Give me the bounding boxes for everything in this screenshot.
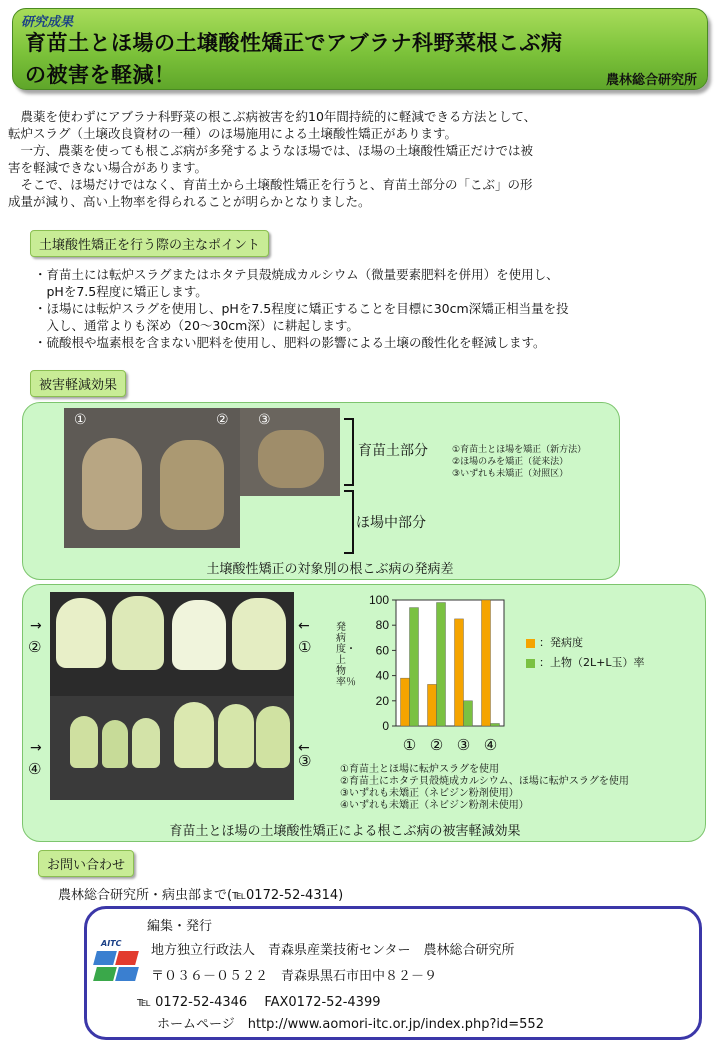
bar-disease	[401, 678, 410, 726]
y-tick-label: 40	[375, 668, 389, 683]
chart-legend	[526, 634, 644, 670]
legend-item-disease	[526, 634, 644, 650]
photo-mark: ③	[258, 412, 271, 428]
section-heading-points: 土壌酸性矯正を行う際の主なポイント	[30, 230, 269, 257]
panel1-caption: 土壌酸性矯正の対象別の根こぶ病の発病差	[206, 562, 454, 577]
legend-swatch	[526, 639, 535, 648]
organization-name: 農林総合研究所	[605, 73, 697, 88]
publisher-org: 地方独立行政法人 青森県産業技術センター 農林総合研究所	[151, 943, 515, 958]
cabbage-shape	[174, 702, 214, 768]
logo-block-green	[93, 967, 117, 981]
y-tick-label: 60	[375, 643, 389, 658]
bar-marketable	[437, 603, 446, 726]
cabbage-shape	[218, 704, 254, 768]
publisher-box	[84, 906, 702, 1040]
legend-item-marketable	[526, 654, 644, 670]
cabbage-photo	[50, 592, 294, 800]
publisher-tel-fax: ℡ 0172-52-4346 FAX0172-52-4399	[137, 995, 381, 1010]
section-heading-effect: 被害軽減効果	[30, 370, 126, 397]
photo-mark: ②	[216, 412, 229, 428]
root-shape	[160, 440, 224, 530]
photo-mark: ②	[28, 638, 42, 656]
page-title-line-1: 育苗土とほ場の土壌酸性矯正でアブラナ科野菜根こぶ病	[25, 31, 563, 55]
bracket-seedling	[344, 418, 354, 486]
bar-disease	[482, 600, 491, 726]
section-heading-contact: お問い合わせ	[38, 850, 134, 877]
photo-mark: ①	[298, 638, 312, 656]
legend-line: ③いずれも未矯正（対照区）	[452, 469, 569, 479]
bar-chart	[330, 588, 520, 760]
chart-ylabel: 発病度・上物率％	[336, 622, 356, 688]
photo-mark: ①	[74, 412, 87, 428]
aitc-logo	[91, 939, 141, 985]
intro-line: 一方、農薬を使っても根こぶ病が多発するようなほ場では、ほ場の土壌酸性矯正だけでは被	[8, 143, 534, 158]
photo-mark: ③	[298, 752, 312, 770]
bar-disease	[455, 619, 464, 726]
banner-label: 研究成果	[21, 15, 74, 30]
bracket-field	[344, 490, 354, 554]
note-line: ②育苗土にホタテ貝殻焼成カルシウム、ほ場に転炉スラグを使用	[340, 776, 629, 787]
cabbage-shape	[70, 716, 98, 768]
panel1-legend	[452, 444, 586, 480]
cabbage-shape	[102, 720, 128, 768]
cabbage-shape	[232, 598, 286, 670]
root-photo-3	[240, 408, 340, 496]
arrow-mark: →	[30, 740, 42, 756]
logo-block-blue	[115, 967, 139, 981]
title-banner	[12, 8, 708, 90]
intro-line: 成量が減り、高い上物率を得られることが明らかとなりました。	[8, 194, 371, 209]
x-tick-label: ③	[456, 736, 471, 754]
arrow-mark: →	[30, 618, 42, 634]
intro-line: 農薬を使わずにアブラナ科野菜の根こぶ病被害を約10年間持続的に軽減できる方法として、	[8, 109, 537, 124]
bar-marketable	[491, 723, 500, 726]
y-tick-label: 0	[382, 719, 389, 733]
legend-label: ：上物（2L+L玉）率	[539, 656, 645, 669]
points-line: ・育苗土には転炉スラグまたはホタテ貝殻焼成カルシウム（微量要素肥料を併用）を使用し、	[34, 267, 559, 282]
panel2-caption: 育苗土とほ場の土壌酸性矯正による根こぶ病の被害軽減効果	[169, 824, 521, 839]
label-seedling-part: 育苗土部分	[358, 443, 428, 459]
points-line: ・ほ場には転炉スラグを使用し、pHを7.5程度に矯正することを目標に30cm深矯正相当量を投	[34, 301, 569, 316]
cabbage-shape	[112, 596, 164, 670]
intro-line: 害を軽減できない場合があります。	[8, 160, 208, 175]
points-line: 入し、通常よりも深め（20～30cm深）に耕起します。	[34, 318, 359, 333]
note-line: ①育苗土とほ場に転炉スラグを使用	[340, 764, 499, 775]
logo-block-blue	[93, 951, 117, 965]
y-tick-label: 20	[375, 693, 389, 708]
legend-swatch	[526, 659, 535, 668]
publisher-address: 〒０３６－０５２２ 青森県黒石市田中８２－９	[151, 969, 438, 984]
publisher-heading: 編集・発行	[147, 919, 213, 934]
legend-line: ①育苗土とほ場を矯正（新方法）	[452, 445, 587, 455]
root-photo-1-2	[64, 408, 240, 548]
arrow-mark: ←	[298, 618, 310, 634]
legend-line: ②ほ場のみを矯正（従来法）	[452, 457, 569, 467]
logo-text: AITC	[101, 939, 122, 948]
x-tick-label: ②	[429, 736, 444, 754]
publisher-homepage[interactable]: ホームページ http://www.aomori-itc.or.jp/index.php?id=552	[157, 1017, 544, 1032]
page-title-line-2: の被害を軽減！	[25, 63, 176, 87]
points-list	[34, 266, 714, 351]
root-shape	[82, 438, 142, 530]
intro-line: 転炉スラグ（土壌改良資材の一種）のほ場施用による土壌酸性矯正があります。	[8, 126, 458, 141]
bar-disease	[428, 684, 437, 726]
note-line: ④いずれも未矯正（ネビジン粉剤未使用）	[340, 800, 529, 811]
y-tick-label: 80	[375, 618, 389, 633]
intro-paragraph	[8, 108, 712, 210]
cabbage-shape	[256, 706, 290, 768]
x-tick-label: ④	[483, 736, 498, 754]
cabbage-shape	[56, 598, 106, 668]
legend-label: ：発病度	[539, 636, 583, 649]
bar-marketable	[464, 701, 473, 726]
panel2-notes	[340, 764, 629, 812]
label-field-part: ほ場中部分	[356, 515, 426, 531]
root-shape	[258, 430, 324, 488]
intro-line: そこで、ほ場だけではなく、育苗土から土壌酸性矯正を行うと、育苗土部分の「こぶ」の形	[8, 177, 533, 192]
arrow-mark: ←	[298, 740, 310, 756]
x-tick-label: ①	[402, 736, 417, 754]
cabbage-shape	[172, 600, 226, 670]
photo-mark: ④	[28, 760, 42, 778]
cabbage-shape	[132, 718, 160, 768]
points-line: ・硫酸根や塩素根を含まない肥料を使用し、肥料の影響による土壌の酸性化を軽減します。	[34, 335, 546, 350]
logo-block-red	[115, 951, 139, 965]
contact-text: 農林総合研究所・病虫部まで(℡0172-52-4314)	[58, 888, 344, 903]
bar-marketable	[410, 608, 419, 726]
y-tick-label: 100	[368, 593, 389, 607]
points-line: pHを7.5程度に矯正します。	[34, 284, 208, 299]
note-line: ③いずれも未矯正（ネビジン粉剤使用）	[340, 788, 519, 799]
